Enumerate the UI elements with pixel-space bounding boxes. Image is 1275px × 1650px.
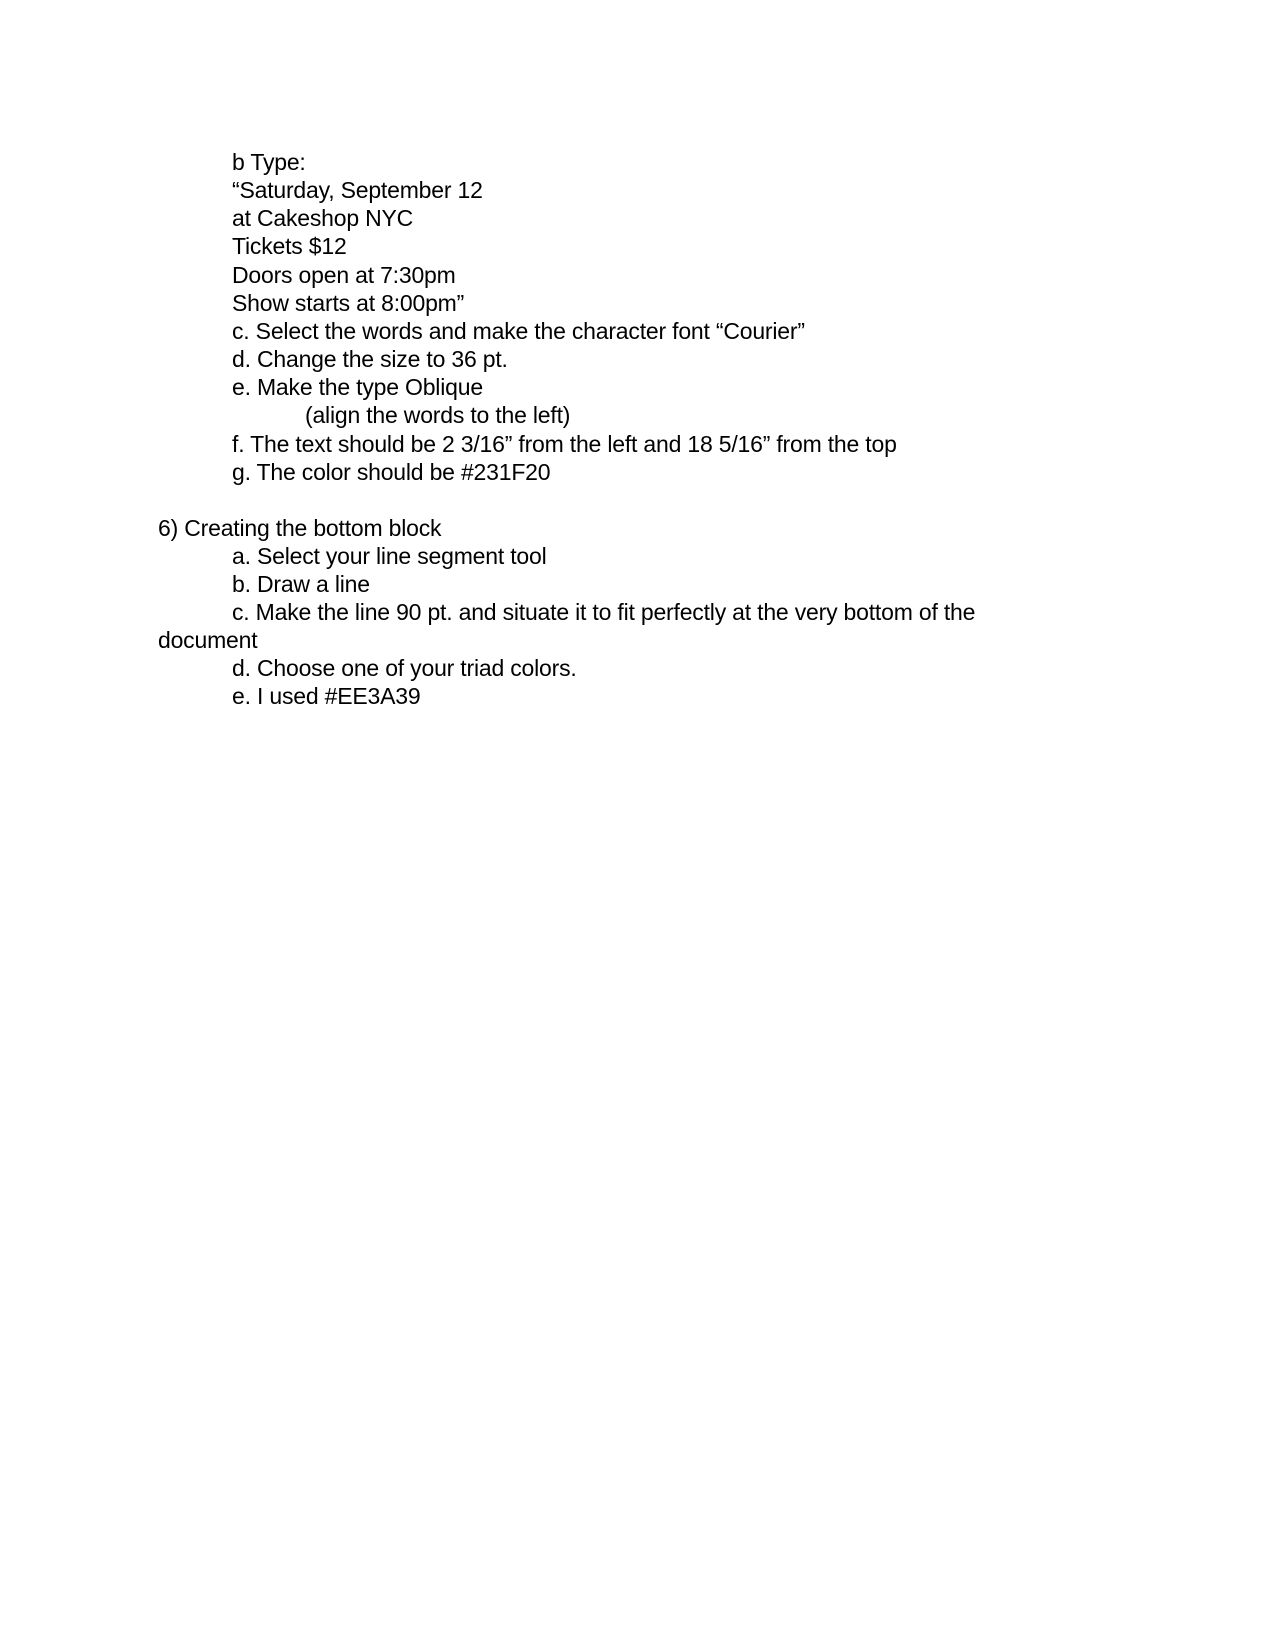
- text-line-step-c: c. Select the words and make the character font “Courier”: [232, 318, 805, 344]
- text-line-6c: c. Make the line 90 pt. and situate it to fit perfectly at the very bottom of the: [232, 599, 976, 625]
- text-line-6c-continued: document: [158, 627, 258, 653]
- section-6-heading: 6) Creating the bottom block: [158, 515, 442, 541]
- text-line-align-note: (align the words to the left): [305, 402, 571, 428]
- text-line-tickets: Tickets $12: [232, 233, 347, 259]
- text-line-doors: Doors open at 7:30pm: [232, 262, 456, 288]
- text-line-step-g: g. The color should be #231F20: [232, 459, 551, 485]
- text-line-show: Show starts at 8:00pm”: [232, 290, 465, 316]
- text-line-date: “Saturday, September 12: [232, 177, 483, 203]
- text-line-6b: b. Draw a line: [232, 571, 370, 597]
- text-line-step-d: d. Change the size to 36 pt.: [232, 346, 508, 372]
- text-line-6a: a. Select your line segment tool: [232, 543, 547, 569]
- text-line-step-e: e. Make the type Oblique: [232, 374, 483, 400]
- text-line-6d: d. Choose one of your triad colors.: [232, 655, 577, 681]
- text-line-venue: at Cakeshop NYC: [232, 205, 414, 231]
- text-line-b-type: b Type:: [232, 149, 306, 175]
- text-line-6e: e. I used #EE3A39: [232, 683, 421, 709]
- text-line-step-f: f. The text should be 2 3/16” from the left and 18 5/16” from the top: [232, 431, 897, 457]
